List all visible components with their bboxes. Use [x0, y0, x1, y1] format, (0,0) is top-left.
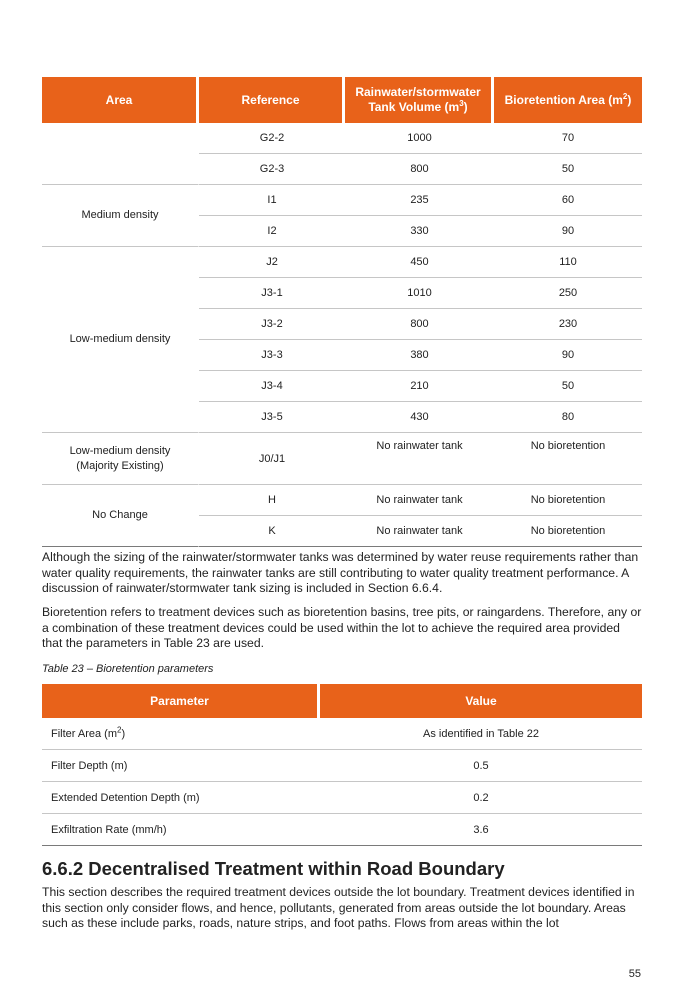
parameter-cell: Filter Area $(m^2)$: [42, 718, 320, 750]
bioretention-cell: 90: [494, 340, 642, 371]
header-value: Value: [320, 684, 642, 718]
reference-cell: I1: [199, 185, 345, 216]
bioretention-cell: No bioretention: [494, 433, 642, 485]
bioretention-cell: 50: [494, 154, 642, 185]
reference-cell: G2-2: [199, 123, 345, 154]
header-tank-volume: Rainwater/stormwater Tank Volume $(m^3)$: [345, 77, 494, 123]
bioretention-cell: 110: [494, 247, 642, 278]
bioretention-cell: 60: [494, 185, 642, 216]
area-cell: [42, 123, 199, 185]
bioretention-cell: No bioretention: [494, 485, 642, 516]
bioretention-cell: 80: [494, 402, 642, 433]
parameter-cell: Filter Depth (m): [42, 750, 320, 782]
header-bioretention-area: Bioretention Area $(m^2)$: [494, 77, 642, 123]
reference-cell: G2-3: [199, 154, 345, 185]
reference-cell: J3-5: [199, 402, 345, 433]
bioretention-cell: 250: [494, 278, 642, 309]
table-header-row: [42, 684, 642, 718]
value-cell: 3.6: [320, 814, 642, 846]
table-row: [42, 247, 642, 278]
header-reference: Reference: [199, 77, 345, 123]
area-cell: Medium density: [42, 185, 199, 247]
reference-cell: I2: [199, 216, 345, 247]
paragraph-tank-sizing: Although the sizing of the rainwater/stormwater tanks was determined by water reuse requirements rather than water quality requirements, the rainwater tanks are still contributing to water quality treatment performance. A discussion of rainwater/stormwater tank sizing is included in Section 6.6.4.: [42, 550, 639, 595]
bioretention-cell: 70: [494, 123, 642, 154]
header-area: Area: [42, 77, 199, 123]
table-row: [42, 718, 642, 750]
tank-volume-cell: 235: [345, 185, 494, 216]
table-row: [42, 433, 642, 485]
bioretention-cell: 90: [494, 216, 642, 247]
bioretention-parameters-table: [42, 684, 642, 846]
table-row: [42, 814, 642, 846]
table-row: [42, 123, 642, 154]
tank-volume-cell: 430: [345, 402, 494, 433]
area-cell: Low-medium density (Majority Existing): [42, 433, 199, 485]
bioretention-cell: 50: [494, 371, 642, 402]
table-row: [42, 782, 642, 814]
value-cell: 0.5: [320, 750, 642, 782]
tank-volume-cell: 800: [345, 309, 494, 340]
section-heading: 6.6.2 Decentralised Treatment within Road Boundary: [42, 858, 505, 879]
reference-cell: J3-2: [199, 309, 345, 340]
reference-cell: J2: [199, 247, 345, 278]
tank-volume-cell: 330: [345, 216, 494, 247]
parameter-cell: Extended Detention Depth (m): [42, 782, 320, 814]
reference-cell: J0/J1: [199, 433, 345, 485]
page-number: 55: [628, 968, 641, 980]
reference-cell: J3-4: [199, 371, 345, 402]
area-cell: No Change: [42, 485, 199, 547]
tank-volume-cell: 1000: [345, 123, 494, 154]
reference-cell: J3-1: [199, 278, 345, 309]
reference-cell: H: [199, 485, 345, 516]
reference-cell: J3-3: [199, 340, 345, 371]
paragraph-bioretention: Bioretention refers to treatment devices such as bioretention basins, tree pits, or raingardens. Therefore, any or a combination of these treatment devices could be used within the lot to achieve the required area provided that the parameters in Table 23 are used.: [42, 605, 642, 650]
header-parameter: Parameter: [42, 684, 320, 718]
tank-volume-cell: 800: [345, 154, 494, 185]
table-row: [42, 750, 642, 782]
tank-bioretention-table: [42, 77, 642, 547]
bioretention-cell: No bioretention: [494, 516, 642, 547]
tank-volume-cell: 380: [345, 340, 494, 371]
tank-volume-cell: 1010: [345, 278, 494, 309]
paragraph-road-boundary: This section describes the required treatment devices outside the lot boundary. Treatment devices identified in this section only consider flows, and hence, pollutants, generated from areas outside the lot boundary. Areas such as these include parks, roads, nature strips, and foot paths. Flows from areas within the lot: [42, 885, 635, 930]
tank-volume-cell: 450: [345, 247, 494, 278]
tank-volume-cell: No rainwater tank: [345, 516, 494, 547]
reference-cell: K: [199, 516, 345, 547]
parameter-cell: Exfiltration Rate (mm/h): [42, 814, 320, 846]
table-header-row: [42, 77, 642, 123]
table-row: [42, 185, 642, 216]
tank-volume-cell: No rainwater tank: [345, 485, 494, 516]
value-cell: As identified in Table 22: [320, 718, 642, 750]
tank-volume-cell: No rainwater tank: [345, 433, 494, 485]
area-cell: Low-medium density: [42, 247, 199, 433]
value-cell: 0.2: [320, 782, 642, 814]
table-row: [42, 485, 642, 516]
tank-volume-cell: 210: [345, 371, 494, 402]
table-caption: Table 23 – Bioretention parameters: [42, 663, 214, 675]
bioretention-cell: 230: [494, 309, 642, 340]
